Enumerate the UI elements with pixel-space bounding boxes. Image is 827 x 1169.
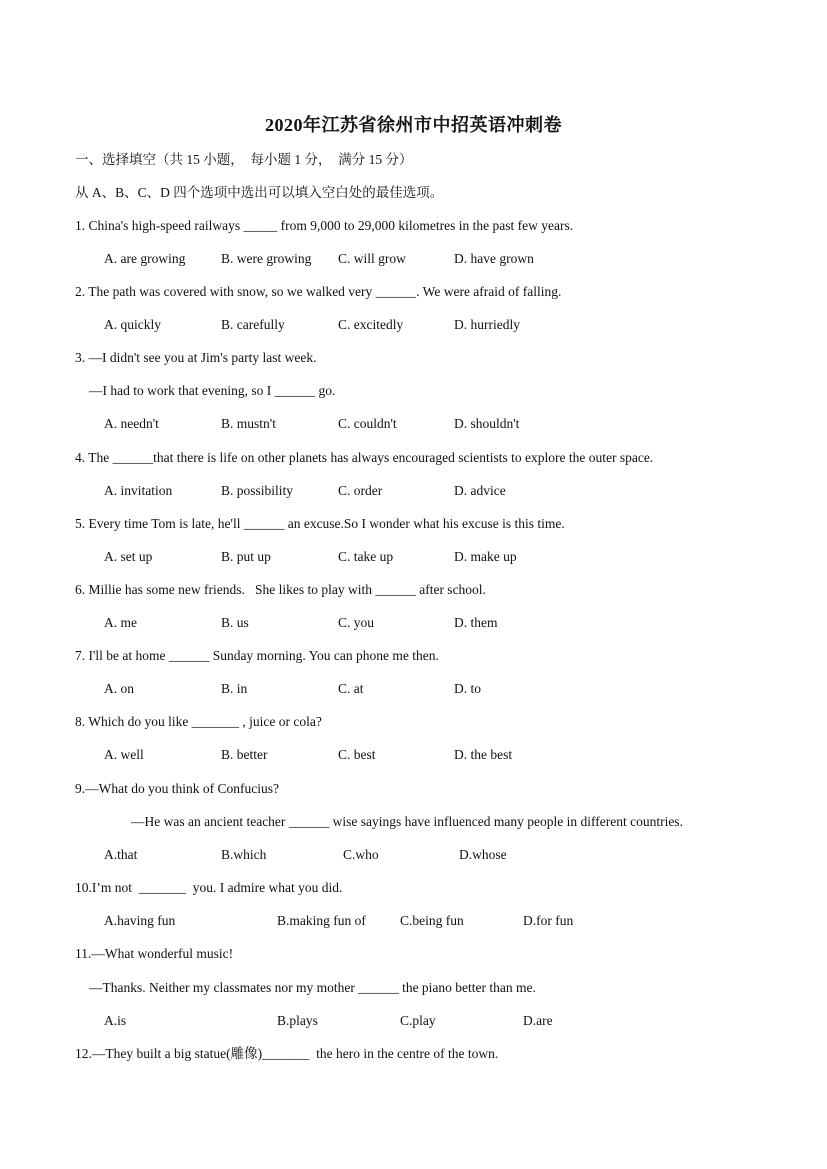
option-c: C. excitedly [338,317,404,332]
option-d: D. the best [454,747,513,762]
question-11-stem: 11.—What wonderful music! [75,946,234,961]
option-d: D.for fun [523,913,574,928]
option-a: A. set up [104,549,153,564]
option-a: A. needn't [104,416,159,431]
option-c: C. best [338,747,376,762]
question-4-stem: 4. The ______that there is life on other planets has always encouraged scientists to explore the outer space. [75,450,654,465]
question-3-stem: 3. —I didn't see you at Jim's party last week. [75,350,317,365]
option-d: D. make up [454,549,517,564]
option-d: D. have grown [454,251,534,266]
question-8-stem: 8. Which do you like _______ , juice or cola? [75,714,322,729]
option-b: B. put up [221,549,271,564]
option-c: C.play [400,1013,436,1028]
option-c: C. you [338,615,375,630]
question-9-stem: 9.—What do you think of Confucius? [75,781,279,796]
option-c: C. take up [338,549,394,564]
option-a: A.is [104,1013,127,1028]
question-5-stem: 5. Every time Tom is late, he'll ______ an excuse.So I wonder what his excuse is this time. [75,516,565,531]
option-d: D.whose [459,847,507,862]
exam-title: 2020年江苏省徐州市中招英语冲刺卷 [265,115,562,135]
question-9-response: —He was an ancient teacher ______ wise sayings have influenced many people in different countries. [131,814,683,829]
option-c: C.who [343,847,379,862]
option-d: D.are [523,1013,553,1028]
question-1-stem: 1. China's high-speed railways _____ from 9,000 to 29,000 kilometres in the past few years. [75,218,574,233]
option-a: A. me [104,615,137,630]
option-d: D. advice [454,483,506,498]
question-6-stem: 6. Millie has some new friends. She likes to play with ______ after school. [75,582,486,597]
section-heading: 一、选择填空（共 15 小题， 每小题 1 分， 满分 15 分） [75,152,413,167]
option-a: A. on [104,681,134,696]
question-2-stem: 2. The path was covered with snow, so we walked very ______. We were afraid of falling. [75,284,562,299]
question-10-stem: 10.I’m not _______ you. I admire what you did. [75,880,343,895]
option-a: A. well [104,747,144,762]
option-b: B. mustn't [221,416,276,431]
option-a: A. quickly [104,317,161,332]
option-c: C. order [338,483,383,498]
section-instruction: 从 A、B、C、D 四个选项中选出可以填入空白处的最佳选项。 [75,185,444,200]
option-b: B. in [221,681,248,696]
option-a: A.that [104,847,138,862]
option-d: D. to [454,681,481,696]
question-12-stem: 12.—They built a big statue(雕像)_______ the hero in the centre of the town. [75,1046,499,1061]
option-c: C. at [338,681,364,696]
option-b: B.making fun of [277,913,366,928]
option-d: D. hurriedly [454,317,520,332]
option-b: B. carefully [221,317,285,332]
option-b: B.which [221,847,267,862]
option-a: A.having fun [104,913,176,928]
option-b: B. better [221,747,268,762]
option-c: C. couldn't [338,416,397,431]
question-3-response: —I had to work that evening, so I ______ go. [89,383,336,398]
option-b: B. were growing [221,251,312,266]
option-a: A. are growing [104,251,186,266]
question-11-response: —Thanks. Neither my classmates nor my mother ______ the piano better than me. [89,980,536,995]
option-d: D. shouldn't [454,416,520,431]
option-b: B. possibility [221,483,294,498]
option-d: D. them [454,615,498,630]
question-7-stem: 7. I'll be at home ______ Sunday morning. You can phone me then. [75,648,439,663]
option-c: C.being fun [400,913,464,928]
option-b: B.plays [277,1013,318,1028]
option-b: B. us [221,615,249,630]
option-c: C. will grow [338,251,406,266]
option-a: A. invitation [104,483,173,498]
